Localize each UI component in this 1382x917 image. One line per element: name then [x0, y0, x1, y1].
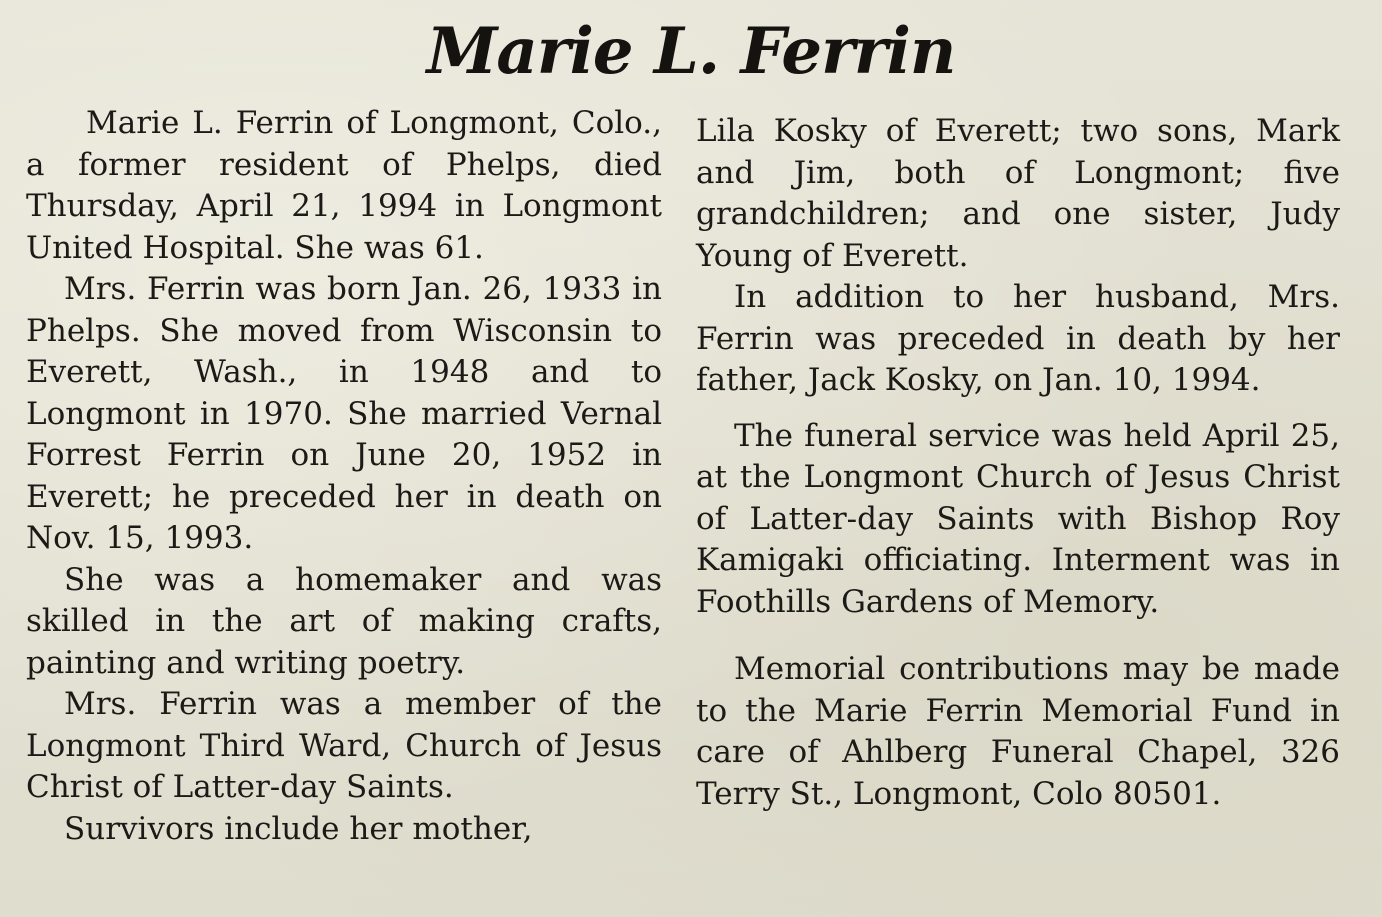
- obituary-headline: Marie L. Ferrin: [426, 14, 956, 89]
- paragraph-hobbies: She was a homemaker and was skilled in the art of making crafts, painting and writing poetry.: [26, 561, 662, 681]
- paragraph-survivors-continued: Lila Kosky of Everett; two sons, Mark and Jim, both of Longmont; five grandchildren; and one sister, Judy Young of Everett.: [696, 113, 1340, 274]
- paragraph-memorial-contributions: Memorial contributions may be made to the Marie Ferrin Memorial Fund in care of Ahlberg Funeral Chapel, 326 Terry St., Longmont, Colo 80501.: [696, 651, 1340, 812]
- right-column: [696, 111, 1340, 815]
- paragraph-membership: Mrs. Ferrin was a member of the Longmont Third Ward, Church of Jesus Christ of Latter-day Saints.: [26, 686, 662, 805]
- paragraph-preceded-in-death: In addition to her husband, Mrs. Ferrin was preceded in death by her father, Jack Kosky, on Jan. 10, 1994.: [696, 279, 1340, 398]
- paragraph-biography: Mrs. Ferrin was born Jan. 26, 1933 in Phelps. She moved from Wisconsin to Everett, Wash., in 1948 and to Longmont in 1970. She married Vernal Forrest Ferrin on June 20, 1952 in Everett; he preceded her in death on Nov. 15, 1993.: [26, 271, 662, 556]
- paragraph-funeral-service: The funeral service was held April 25, at the Longmont Church of Jesus Christ of Latter-day Saints with Bishop Roy Kamigaki officiating. Interment was in Foothills Gardens of Memory.: [696, 417, 1340, 620]
- paragraph-death-notice: Marie L. Ferrin of Longmont, Colo., a former resident of Phelps, died Thursday, April 21, 1994 in Longmont United Hospital. She was 61.: [26, 105, 662, 266]
- paragraph-survivors-start: Survivors include her mother,: [64, 810, 533, 847]
- left-column: [26, 103, 662, 850]
